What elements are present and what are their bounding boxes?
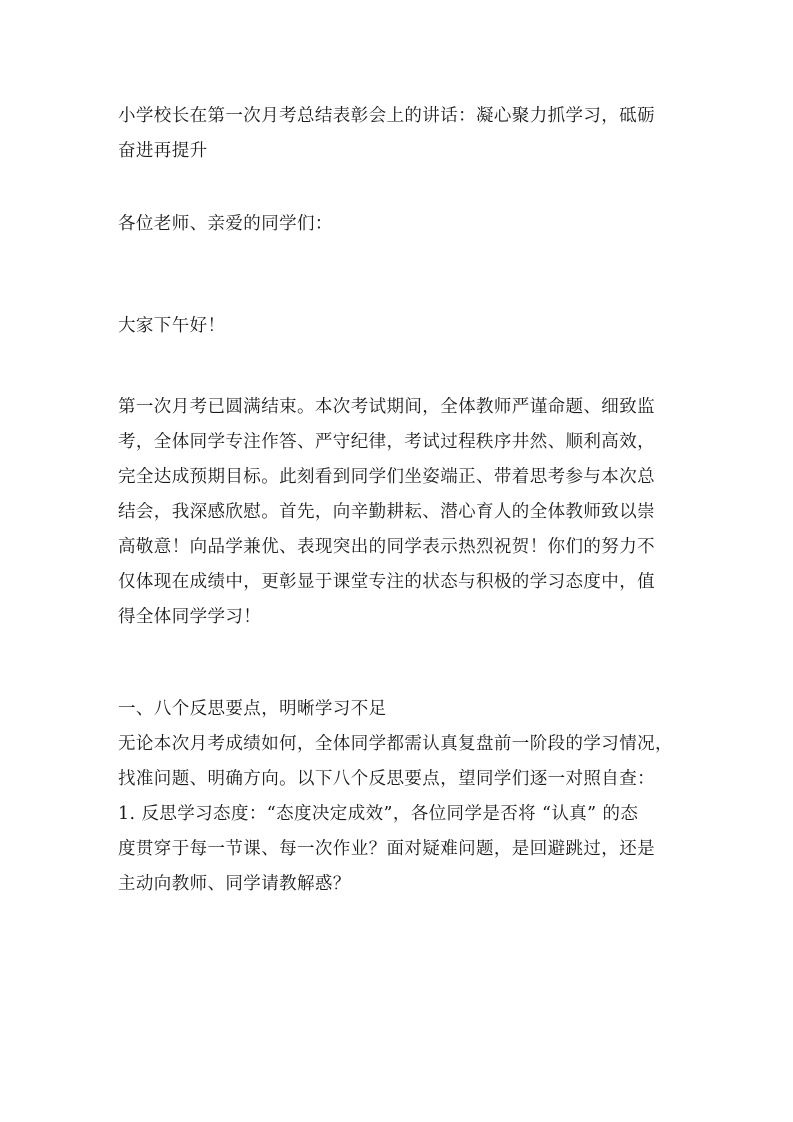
section-body-line: 找准问题、明确方向。以下八个反思要点，望同学们逐一对照自查：	[118, 769, 655, 789]
salutation: 各位老师、亲爱的同学们：	[118, 214, 333, 234]
list-item-line: 主动向教师、同学请教解惑？	[118, 874, 351, 894]
section-body-line: 无论本次月考成绩如何，全体同学都需认真复盘前一阶段的学习情况，	[118, 734, 673, 754]
paragraph-line: 第一次月考已圆满结束。本次考试期间，全体教师严谨命题、细致监	[118, 397, 655, 417]
paragraph-line: 高敬意！向品学兼优、表现突出的同学表示热烈祝贺！你们的努力不	[118, 537, 655, 557]
greeting: 大家下午好！	[118, 316, 226, 336]
paragraph-line: 仅体现在成绩中，更彰显于课堂专注的状态与积极的学习态度中，值	[118, 572, 655, 592]
list-item-line: 1. 反思学习态度：“态度决定成效”，各位同学是否将 “认真” 的态	[118, 804, 639, 824]
section-heading: 一、八个反思要点，明晰学习不足	[118, 699, 387, 719]
paragraph-line: 结会，我深感欣慰。首先，向辛勤耕耘、潜心育人的全体教师致以崇	[118, 502, 655, 522]
paragraph-line: 完全达成预期目标。此刻看到同学们坐姿端正、带着思考参与本次总	[118, 467, 655, 487]
title-line: 小学校长在第一次月考总结表彰会上的讲话：凝心聚力抓学习，砥砺	[118, 106, 655, 126]
list-item-line: 度贯穿于每一节课、每一次作业？面对疑难问题，是回避跳过，还是	[118, 839, 655, 859]
paragraph-line: 得全体同学学习！	[118, 607, 262, 627]
title-line: 奋进再提升	[118, 141, 208, 161]
paragraph-line: 考，全体同学专注作答、严守纪律，考试过程秩序井然、顺利高效，	[118, 432, 655, 452]
